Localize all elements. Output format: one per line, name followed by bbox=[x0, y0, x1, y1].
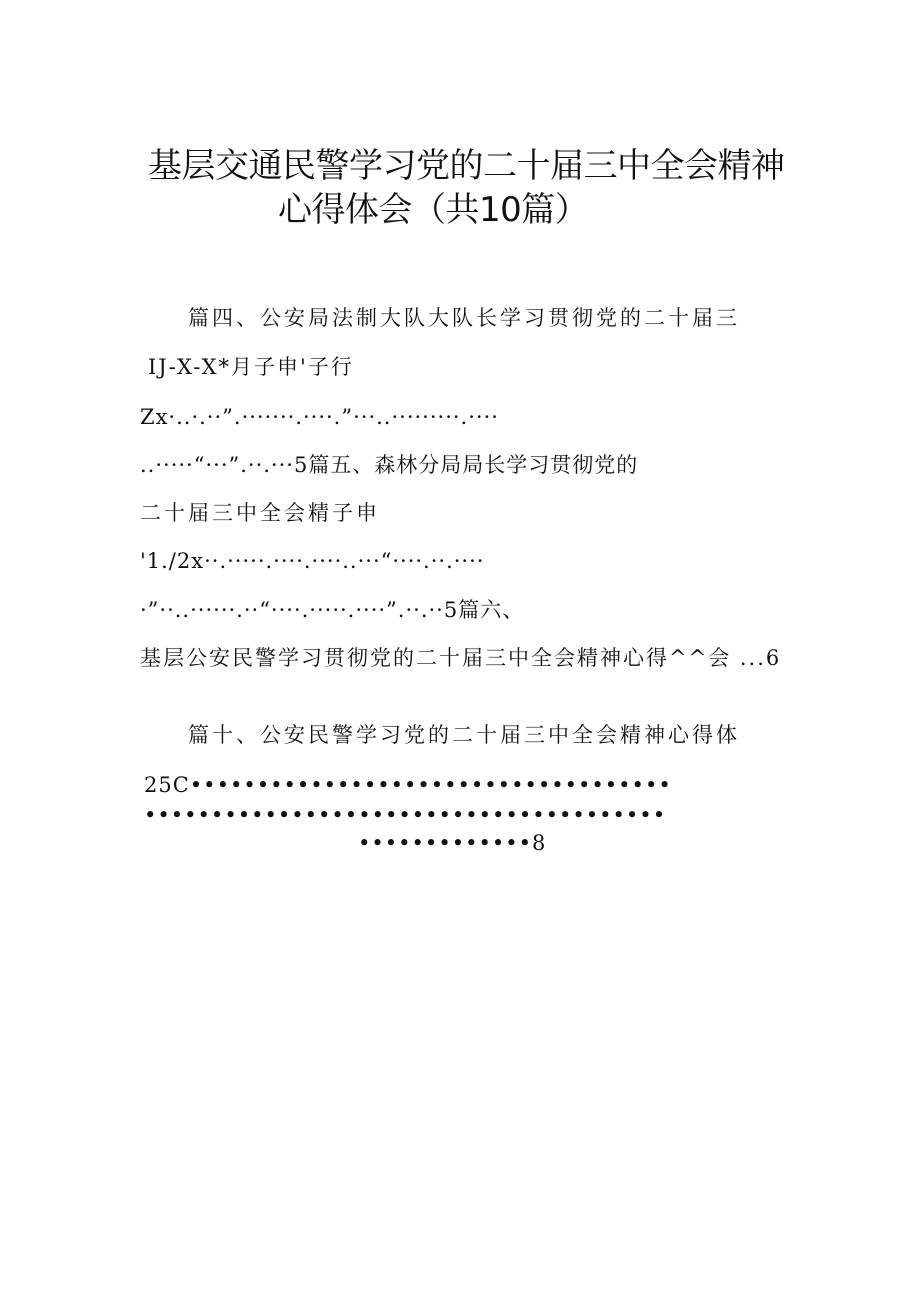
toc-line: 篇十、公安民警学习党的二十届三中全会精神心得体 bbox=[188, 723, 740, 747]
toc-line: '1./2x··.·····.····.····..···“····.··.···· bbox=[140, 549, 485, 573]
toc-line: 基层公安民警学习贯彻党的二十届三中全会精神心得^^会 ...6 bbox=[140, 646, 782, 670]
toc-line: 25C•••••••••••••••••••••••••••••••••••• bbox=[144, 773, 672, 797]
toc-line: 篇四、公安局法制大队大队长学习贯彻党的二十届三 bbox=[188, 306, 740, 330]
toc-line: •••••••••••••8 bbox=[358, 831, 547, 855]
toc-line: IJ-X-X*月子申'子行 bbox=[148, 355, 354, 379]
toc-line: Zx·..·.··”.·······.····.”···..·········.···· bbox=[140, 405, 499, 429]
toc-line: ••••••••••••••••••••••••••••••••••••••• bbox=[144, 803, 667, 827]
document-title-line-2: 心得体会（共10篇） bbox=[278, 190, 589, 230]
toc-line: ..·····“···”.··.···5篇五、森林分局局长学习贯彻党的 bbox=[140, 453, 639, 477]
document-title-line-1: 基层交通民警学习党的二十届三中全会精神 bbox=[148, 146, 785, 186]
toc-line: 二十届三中全会精子申 bbox=[140, 501, 380, 525]
toc-line: ·”··..······.··“····.·····.····”.··.··5篇六、 bbox=[140, 598, 525, 622]
